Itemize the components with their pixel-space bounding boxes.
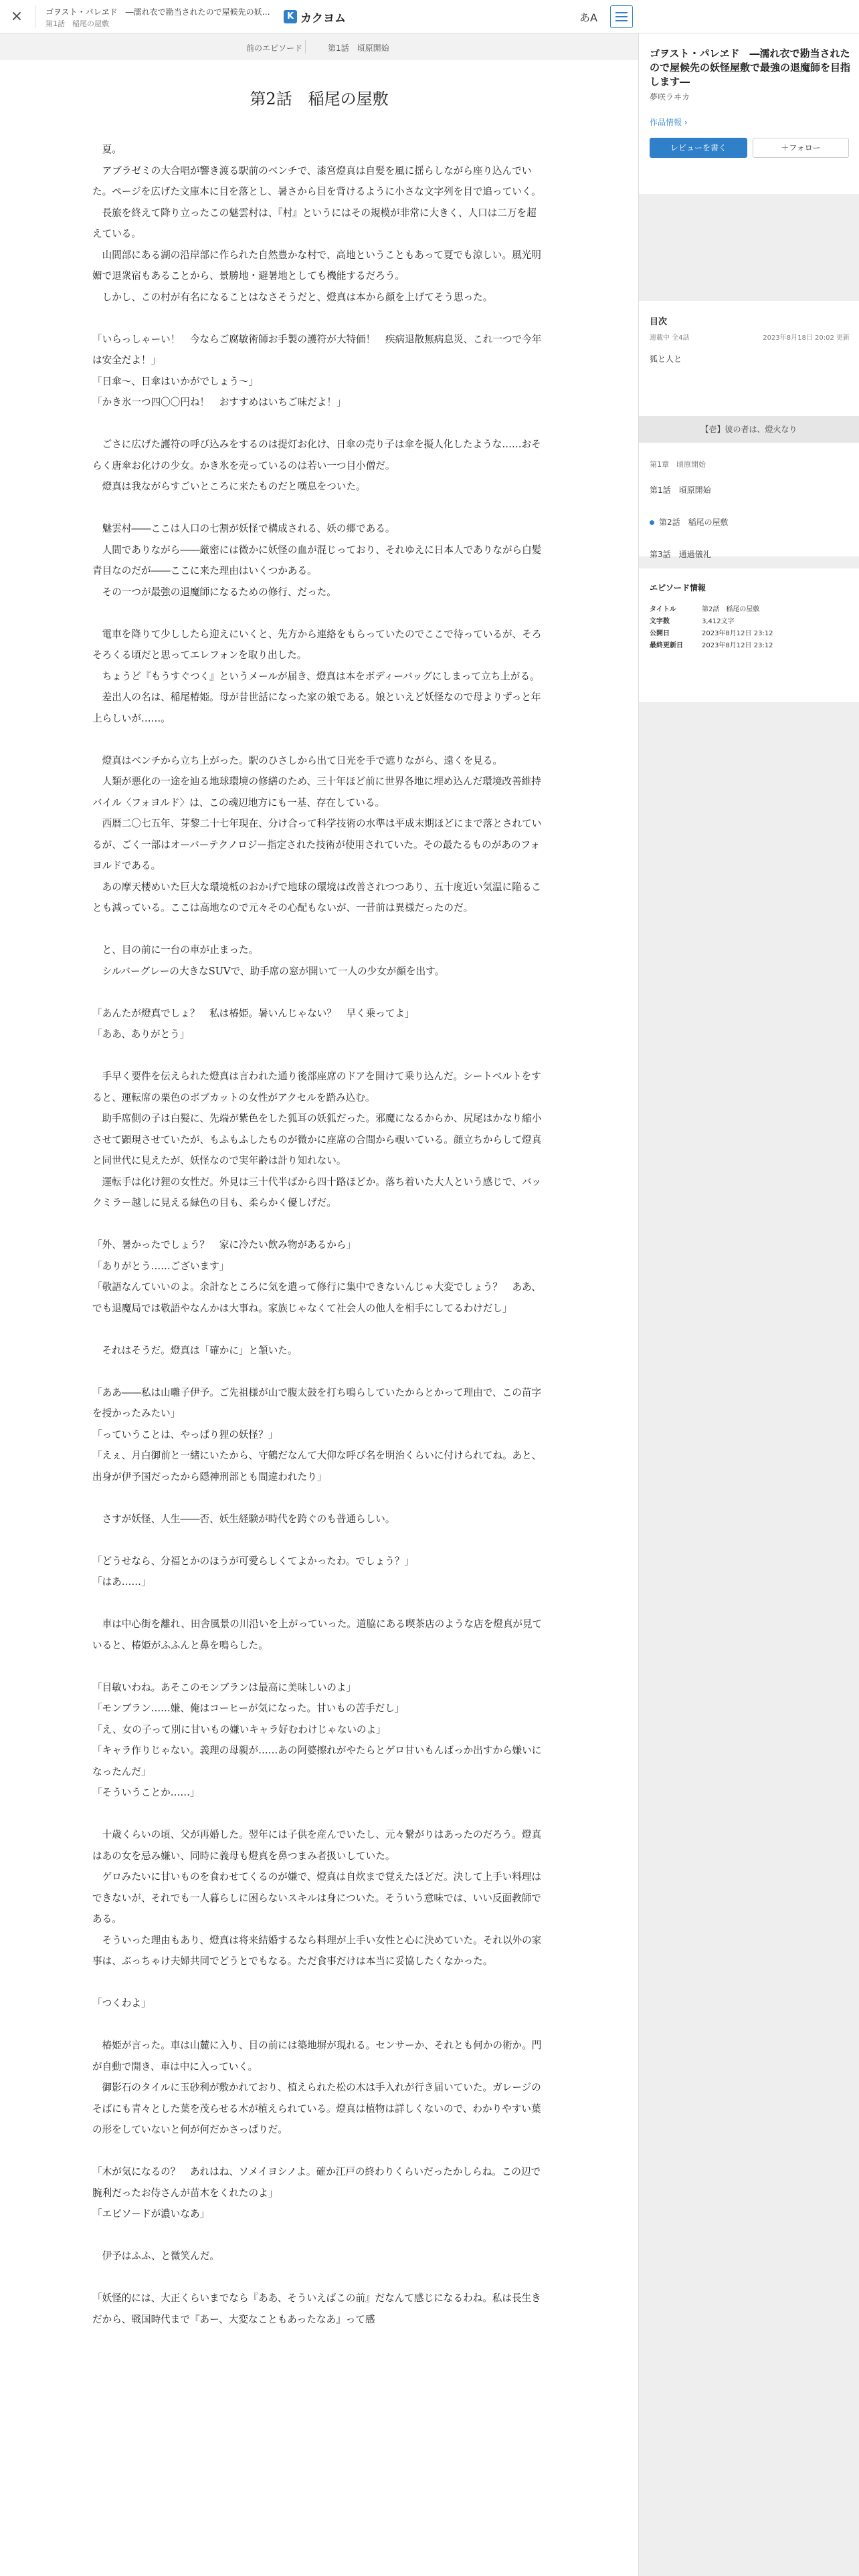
episode-subtitle: 第1話 稲尾の屋敷 bbox=[45, 19, 109, 28]
episode-link-3[interactable]: 第3話 通過儀礼 bbox=[650, 550, 711, 559]
body-paragraph: 「いらっしゃーい！ 今ならご腐敏術師お手製の護符が大特価！ 疾病退散無病息災、これ一つで今年は安全だよ！」 bbox=[92, 333, 542, 366]
body-paragraph: ちょうど『もうすぐつく』というメールが届き、燈真は本をボディーバッグにしまって立ち上がる。 bbox=[92, 670, 540, 682]
sidebar bbox=[638, 33, 859, 2576]
body-paragraph bbox=[92, 1045, 545, 1067]
body-paragraph: 手早く要件を伝えられた燈真は言われた通り後部座席のドアを開けて乗り込んだ。シートベルトをすると、運転席の栗色のボブカットの女性がアクセルを踏み込む。 bbox=[92, 1071, 541, 1103]
body-paragraph: 「かき氷一つ四〇〇円ね！ おすすめはいちご味だよ！」 bbox=[92, 397, 347, 408]
body-paragraph: 「どうせなら、分福とかのほうが可愛らしくてよかったわ。でしょう？」 bbox=[92, 1555, 415, 1567]
body-paragraph: 伊予はふふ、と微笑んだ。 bbox=[92, 2250, 220, 2262]
body-paragraph: 「モンブラン……嫌、俺はコーヒーが気になった。甘いもの苦手だし」 bbox=[92, 1703, 405, 1714]
body-paragraph: 十歳くらいの頃、父が再婚した。翌年には子供を産んでいたし、元々繋がりはあったのだろう。燈真はあの女を忌み嫌い、同時に義母も燈真を鼻つまみ者扱いしていた。 bbox=[92, 1829, 542, 1862]
work-info-label: 作品情報 bbox=[650, 118, 682, 127]
episode-link-1[interactable]: 第1話 頃原開始 bbox=[650, 486, 711, 495]
menu-icon[interactable] bbox=[610, 5, 633, 28]
info-value-updated: 2023年8月12日 23:12 bbox=[702, 642, 773, 649]
body-paragraph bbox=[92, 2267, 545, 2288]
prev-episode-link[interactable]: 前のエピソード bbox=[246, 43, 303, 53]
toc-heading: 目次 bbox=[650, 317, 668, 327]
body-paragraph bbox=[92, 2141, 545, 2162]
toc-status: 連載中 全4話 bbox=[650, 334, 690, 342]
work-info-link[interactable] bbox=[650, 116, 688, 128]
follow-button[interactable]: ＋フォロー bbox=[753, 138, 849, 158]
body-paragraph bbox=[92, 2014, 545, 2036]
body-paragraph: 「目敏いわね。あそこのモンブランは最高に美味しいのよ」 bbox=[92, 1681, 357, 1693]
kakuyomu-logo[interactable] bbox=[284, 9, 346, 25]
body-paragraph: 「あんたが燈真でしょ？ 私は椿姫。暑いんじゃない？ 早く乗ってよ」 bbox=[92, 1007, 415, 1019]
body-paragraph: 椿姫が言った。車は山麓に入り、目の前には築地塀が現れる。センサーか、それとも何かの術か。門が自動で開き、車は中に入っていく。 bbox=[92, 2040, 542, 2072]
body-paragraph: 燈真はベンチから立ち上がった。駅のひさしから出て日光を手で遮りながら、遠くを見る。 bbox=[92, 754, 502, 766]
current-episode-dot-icon bbox=[650, 520, 654, 525]
body-paragraph: 魅雲村――ここは人口の七割が妖怪で構成される、妖の郷である。 bbox=[92, 523, 395, 534]
body-paragraph: ゲロみたいに甘いものを食わせてくるのが嫌で、燈真は自炊まで覚えたほどだ。決して上手い料理はできないが、それでも一人暮らしに困らないスキルは身についた。そういう意味では、いい反面教師である。 bbox=[92, 1871, 542, 1925]
info-value-title: 第2話 稲尾の屋敷 bbox=[702, 606, 760, 613]
body-paragraph: 運転手は化け狸の女性だ。外見は三十代半ばから四十路ほどか。落ち着いた大人という感じで、バックミラー越しに見える緑色の目も、柔らかく優しげだ。 bbox=[92, 1176, 542, 1208]
body-paragraph bbox=[92, 982, 545, 1003]
body-paragraph: 「敬語なんていいのよ。余計なところに気を遣って修行に集中できないんじゃ大変でしょう？ ああ、でも退魔局では敬語やなんかは大事ね。家族じゃなくて社会人の他人を相手にしてるわけだし」 bbox=[92, 1281, 541, 1314]
toc-card bbox=[639, 301, 859, 401]
current-episode-link[interactable]: 第1話 頃原開始 bbox=[328, 43, 389, 53]
info-value-published: 2023年8月12日 23:12 bbox=[702, 630, 773, 637]
body-paragraph: それはそうだ。燈真は「確かに」と頷いた。 bbox=[92, 1344, 298, 1356]
body-paragraph: 西暦二〇七五年、芽黎二十七年現在、分け合って科学技術の水準は平成末期ほどにまで落とされているが、ごく一部はオーバーテクノロジー指定された技術が使用されていた。その最たるものがあのフォヨルドである。 bbox=[92, 818, 542, 871]
episode-content bbox=[0, 60, 638, 2576]
body-paragraph: しかし、この村が有名になることはなさそうだと、燈真は本から顔を上げてそう思った。 bbox=[92, 291, 493, 303]
body-paragraph: シルバーグレーの大きなSUVで、助手席の窓が開いて一人の少女が顔を出す。 bbox=[92, 965, 445, 977]
body-paragraph: 御影石のタイルに玉砂利が敷かれており、植えられた松の木は手入れが行き届いていた。ガレージのそばにも青々とした葉を茂らせる木が植えられている。燈真は植物は詳しくないので、わかりやすい葉の形をしていないと何が何だかさっぱりだ。 bbox=[92, 2082, 541, 2135]
chapter-label: 第1章 頃原開始 bbox=[650, 460, 706, 469]
body-paragraph bbox=[92, 1319, 545, 1340]
body-paragraph: 電車を降りて少ししたら迎えにいくと、先方から連絡をもらっていたのでここで待っているが、そろそろくる頃だと思ってエレフォンを取り出した。 bbox=[92, 628, 542, 661]
toc-intro-link[interactable]: 狐と人と bbox=[650, 354, 682, 364]
toc-updated: 2023年8月18日 20:02 更新 bbox=[763, 334, 850, 342]
episode-body bbox=[92, 139, 545, 2330]
body-paragraph: 「妖怪的には、大正くらいまでなら『ああ、そういえばこの前』だなんて感じになるわね。私は長生きだから、戦国時代まで『あー、大変なこともあったなあ』って感 bbox=[92, 2292, 541, 2325]
body-paragraph: 「つくわよ」 bbox=[92, 1998, 151, 2009]
episode-title: 第2話 稲尾の屋敷 bbox=[250, 90, 389, 108]
body-paragraph bbox=[92, 1593, 545, 1614]
body-paragraph bbox=[92, 1487, 545, 1509]
body-paragraph bbox=[92, 413, 545, 435]
episode-nav bbox=[0, 33, 638, 61]
work-title-link[interactable]: ゴヲスト・パレヱド ―濡れ衣で勘当されたので屋候先の妖… bbox=[45, 7, 270, 17]
body-paragraph bbox=[92, 498, 545, 519]
body-paragraph: 人類が悪化の一途を辿る地球環境の修繕のため、三十年ほど前に世界各地に埋め込んだ環境改善維持バイル〈フォヨルド〉は、この魂辺地方にも一基、存在している。 bbox=[92, 776, 541, 809]
write-review-button[interactable]: レビューを書く bbox=[650, 138, 747, 158]
body-paragraph: 「外、暑かったでしょう？ 家に冷たい飲み物があるから」 bbox=[92, 1239, 357, 1251]
body-paragraph: と、目の前に一台の車が止まった。 bbox=[92, 944, 259, 956]
body-paragraph: 助手席側の子は白髪に、先端が紫色をした狐耳の妖狐だった。邪魔になるからか、尻尾はかなり縮小させて顕現させていたが、もふもふしたものが微かに座席の合間から覗いている。顔立ちからして燈真と同世代に見えたが、妖怪なので実年齢は計り知れない。 bbox=[92, 1113, 542, 1166]
body-paragraph: 「そういうことか……」 bbox=[92, 1787, 200, 1798]
body-paragraph: 「え、女の子って別に甘いもの嫌いキャラ好むわけじゃないのよ」 bbox=[92, 1723, 386, 1735]
body-paragraph: 夏。 bbox=[92, 144, 122, 155]
info-key-updated: 最終更新日 bbox=[650, 642, 683, 649]
info-key-chars: 文字数 bbox=[650, 618, 670, 625]
body-paragraph: 「はあ……」 bbox=[92, 1576, 151, 1588]
body-paragraph: 「ああ、ありがとう」 bbox=[92, 1029, 190, 1040]
body-paragraph: さすが妖怪、人生――否、妖生経験が時代を跨ぐのも普通らしい。 bbox=[92, 1513, 395, 1525]
episode-link-2[interactable]: 第2話 稲尾の屋敷 bbox=[659, 518, 729, 527]
body-paragraph: 差出人の名は、稲尾椿姫。母が昔世話になった家の娘である。娘といえど妖怪なので母よりずっと年上らしいが……。 bbox=[92, 691, 541, 724]
body-paragraph bbox=[92, 1972, 545, 1994]
body-paragraph: 燈真は我ながらすごいところに来たものだと嘆息をついた。 bbox=[92, 481, 366, 492]
body-paragraph: 「木が気になるの？ あれはね、ソメイヨシノよ。確か江戸の終わりくらいだったかしらね。この辺で腕利だったお侍さんが苗木をくれたのよ」 bbox=[92, 2166, 541, 2199]
body-paragraph: ごさに広げた護符の呼び込みをするのは提灯お化け、日傘の売り子は傘を擬人化したような……おそらく唐傘お化けの少女。かき氷を売っているのは若い一つ目小僧だ。 bbox=[92, 439, 541, 471]
body-paragraph: 「キャラ作りじゃない。義理の母親が……あの阿婆擦れがやたらとゲロ甘いもんばっか出すから嫌いになったんだ」 bbox=[92, 1745, 542, 1778]
info-key-published: 公開日 bbox=[650, 630, 670, 637]
body-paragraph: そういった理由もあり、燈真は将来結婚するなら料理が上手い女性と心に決めていた。それ以外の家事は、ぶっちゃけ夫婦共同でどうとでもなる。ただ食事だけは本当に妥協したくなかった。 bbox=[92, 1934, 542, 1967]
info-value-chars: 3,412文字 bbox=[702, 618, 735, 625]
body-paragraph: 「ああ――私は山囃子伊予。ご先祖様が山で腹太鼓を打ち鳴らしていたからとかって理由で、この苗字を授かったみたい」 bbox=[92, 1386, 542, 1419]
body-paragraph bbox=[92, 919, 545, 940]
body-paragraph: 長旅を終えて降り立ったこの魅雲村は、『村』というにはその規模が非常に大きく、人口は二万を超えている。 bbox=[92, 207, 537, 239]
nav-divider bbox=[305, 40, 306, 53]
work-header-card bbox=[639, 33, 859, 194]
episode-info-card bbox=[639, 568, 859, 702]
episode-info-heading: エピソード情報 bbox=[650, 583, 706, 593]
chevron-right-icon: › bbox=[684, 118, 688, 127]
body-paragraph bbox=[92, 1214, 545, 1235]
sidebar-work-title[interactable]: ゴヲスト・パレヱド ―濡れ衣で勘当されたので屋候先の妖怪屋敷で最強の退魔師を目指します― bbox=[650, 47, 851, 88]
info-key-title: タイトル bbox=[650, 606, 676, 613]
body-paragraph bbox=[92, 2225, 545, 2246]
body-paragraph: 「ありがとう……ございます」 bbox=[92, 1260, 229, 1272]
body-paragraph: 「エピソードが濃いなあ」 bbox=[92, 2208, 210, 2220]
logo-mark-icon: K bbox=[284, 10, 297, 23]
body-paragraph bbox=[92, 603, 545, 624]
sidebar-author[interactable]: 夢咲ラヰカ bbox=[650, 92, 690, 102]
body-paragraph: 「えぇ、月白御前と一緒にいたから、守鶴だなんて大仰な呼び名を明治くらいに付けられてね。あと、出身が伊予国だったから隠神刑部とも間違われたり」 bbox=[92, 1450, 542, 1483]
body-paragraph: アブラゼミの大合唱が響き渡る駅前のベンチで、漆宮燈真は自髪を風に揺らしながら座り込んでいた。ページを広げた文庫本に目を落とし、暑さから目を背けるように小さな文字列を目で追っていく。 bbox=[92, 165, 541, 197]
body-paragraph: 人間でありながら――厳密には微かに妖怪の血が混じっており、それゆえに日本人でありながら白髪青目なのだが――ここに来た理由はいくつかある。 bbox=[92, 544, 542, 576]
body-paragraph bbox=[92, 1529, 545, 1551]
body-paragraph bbox=[92, 729, 545, 750]
body-paragraph bbox=[92, 308, 545, 329]
body-paragraph bbox=[92, 1804, 545, 1825]
logo-text: カクヨム bbox=[300, 11, 346, 25]
font-size-toggle[interactable]: あA bbox=[579, 11, 597, 24]
body-paragraph: その一つが最強の退魔師になるための修行、だった。 bbox=[92, 586, 337, 598]
body-paragraph: 「っていうことは、やっぱり狸の妖怪？」 bbox=[92, 1428, 278, 1440]
body-paragraph bbox=[92, 1361, 545, 1382]
chapter-banner[interactable]: 【壱】彼の者は、燈火なり bbox=[639, 416, 859, 443]
body-paragraph: 「日傘～、日傘はいかがでしょう～」 bbox=[92, 375, 259, 387]
body-paragraph: 山間部にある湖の沿岸部に作られた自然豊かな村で、高地ということもあって夏でも涼しい。風光明媚で退衆宿もあることから、景勝地・避暑地としても機能するだろう。 bbox=[92, 249, 541, 282]
body-paragraph: 車は中心街を離れ、田舎風景の川沿いを上がっていった。道脇にある喫茶店のような店を燈真が見ていると、椿姫がふふんと鼻を鳴らした。 bbox=[92, 1618, 543, 1651]
chapter-list bbox=[639, 389, 859, 559]
close-icon[interactable]: × bbox=[10, 8, 23, 25]
top-header bbox=[0, 0, 859, 33]
body-paragraph: あの摩天楼めいた巨大な環境柢のおかげで地球の環境は改善されつつあり、五十度近い気温に陥ることも減っている。ここは高地なので元々その心配もないが、一昔前は異様だったのだ。 bbox=[92, 881, 542, 914]
body-paragraph bbox=[92, 1656, 545, 1677]
